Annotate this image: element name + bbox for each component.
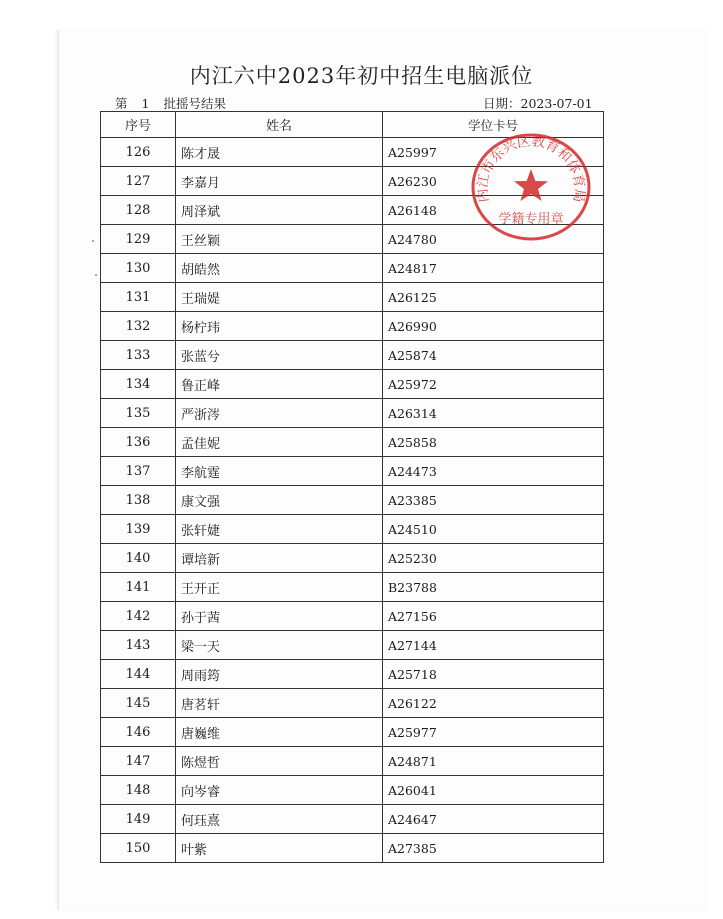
row-number: 132 bbox=[101, 312, 176, 341]
row-name: 杨柠玮 bbox=[176, 312, 383, 341]
row-name: 鲁正峰 bbox=[176, 370, 383, 399]
row-number: 141 bbox=[101, 573, 176, 602]
row-name: 孙于茜 bbox=[176, 602, 383, 631]
row-name: 王丝颖 bbox=[176, 225, 383, 254]
row-number: 137 bbox=[101, 457, 176, 486]
row-name: 周雨筠 bbox=[176, 660, 383, 689]
row-name: 叶紫 bbox=[176, 834, 383, 863]
table-row bbox=[101, 254, 604, 283]
row-card-number: A23385 bbox=[383, 486, 604, 515]
table-row bbox=[101, 776, 604, 805]
table-row bbox=[101, 805, 604, 834]
row-name: 向岑睿 bbox=[176, 776, 383, 805]
row-card-number: A24510 bbox=[383, 515, 604, 544]
row-number: 142 bbox=[101, 602, 176, 631]
row-number: 129 bbox=[101, 225, 176, 254]
row-card-number: A26990 bbox=[383, 312, 604, 341]
table-row bbox=[101, 138, 604, 167]
table-row bbox=[101, 457, 604, 486]
row-card-number: B23788 bbox=[383, 573, 604, 602]
batch-suffix: 批摇号结果 bbox=[163, 96, 226, 111]
row-card-number: A25977 bbox=[383, 718, 604, 747]
table-row bbox=[101, 196, 604, 225]
row-number: 143 bbox=[101, 631, 176, 660]
batch-info bbox=[115, 94, 226, 112]
row-card-number: A27385 bbox=[383, 834, 604, 863]
header-card: 学位卡号 bbox=[383, 112, 604, 138]
batch-number: 1 bbox=[141, 96, 150, 111]
row-number: 139 bbox=[101, 515, 176, 544]
table-row bbox=[101, 602, 604, 631]
row-number: 128 bbox=[101, 196, 176, 225]
table-row bbox=[101, 428, 604, 457]
header-name: 姓名 bbox=[176, 112, 383, 138]
row-number: 131 bbox=[101, 283, 176, 312]
results-table bbox=[100, 111, 604, 863]
row-name: 孟佳妮 bbox=[176, 428, 383, 457]
row-number: 134 bbox=[101, 370, 176, 399]
row-number: 145 bbox=[101, 689, 176, 718]
row-name: 王开正 bbox=[176, 573, 383, 602]
row-card-number: A27156 bbox=[383, 602, 604, 631]
row-card-number: A25230 bbox=[383, 544, 604, 573]
row-name: 梁一天 bbox=[176, 631, 383, 660]
row-number: 146 bbox=[101, 718, 176, 747]
row-number: 126 bbox=[101, 138, 176, 167]
row-card-number: A25874 bbox=[383, 341, 604, 370]
row-card-number: A26230 bbox=[383, 167, 604, 196]
row-name: 张蓝兮 bbox=[176, 341, 383, 370]
table-row bbox=[101, 399, 604, 428]
row-card-number: A24871 bbox=[383, 747, 604, 776]
row-card-number: A26125 bbox=[383, 283, 604, 312]
row-number: 149 bbox=[101, 805, 176, 834]
table-row bbox=[101, 370, 604, 399]
seal-top-text: 内江市东兴区教育和体育局 bbox=[474, 133, 588, 204]
row-name: 李航霆 bbox=[176, 457, 383, 486]
row-card-number: A25718 bbox=[383, 660, 604, 689]
row-name: 张轩婕 bbox=[176, 515, 383, 544]
table-row bbox=[101, 486, 604, 515]
row-number: 150 bbox=[101, 834, 176, 863]
date-info bbox=[483, 94, 593, 112]
row-card-number: A24647 bbox=[383, 805, 604, 834]
row-number: 135 bbox=[101, 399, 176, 428]
row-card-number: A24780 bbox=[383, 225, 604, 254]
row-number: 127 bbox=[101, 167, 176, 196]
date-value: 2023-07-01 bbox=[520, 96, 593, 111]
row-number: 148 bbox=[101, 776, 176, 805]
table-row bbox=[101, 167, 604, 196]
row-name: 唐巍维 bbox=[176, 718, 383, 747]
row-number: 144 bbox=[101, 660, 176, 689]
row-name: 康文强 bbox=[176, 486, 383, 515]
row-card-number: A27144 bbox=[383, 631, 604, 660]
row-number: 136 bbox=[101, 428, 176, 457]
row-card-number: A26148 bbox=[383, 196, 604, 225]
table-row bbox=[101, 689, 604, 718]
row-number: 133 bbox=[101, 341, 176, 370]
row-card-number: A24473 bbox=[383, 457, 604, 486]
table-row bbox=[101, 515, 604, 544]
row-card-number: A26041 bbox=[383, 776, 604, 805]
row-number: 130 bbox=[101, 254, 176, 283]
row-card-number: A26122 bbox=[383, 689, 604, 718]
row-name: 王瑞媞 bbox=[176, 283, 383, 312]
table-row bbox=[101, 225, 604, 254]
row-name: 何珏熹 bbox=[176, 805, 383, 834]
scan-speck bbox=[95, 274, 97, 276]
row-name: 严浙涔 bbox=[176, 399, 383, 428]
scan-speck bbox=[92, 240, 94, 242]
row-name: 陈煜哲 bbox=[176, 747, 383, 776]
table-row bbox=[101, 544, 604, 573]
seal-bottom-text: 学籍专用章 bbox=[498, 212, 564, 227]
table-row bbox=[101, 283, 604, 312]
row-card-number: A25997 bbox=[383, 138, 604, 167]
row-card-number: A25858 bbox=[383, 428, 604, 457]
table-row bbox=[101, 834, 604, 863]
row-name: 陈才晟 bbox=[176, 138, 383, 167]
table-row bbox=[101, 747, 604, 776]
row-number: 147 bbox=[101, 747, 176, 776]
table-row bbox=[101, 631, 604, 660]
row-name: 谭培新 bbox=[176, 544, 383, 573]
table-row bbox=[101, 312, 604, 341]
row-card-number: A26314 bbox=[383, 399, 604, 428]
row-name: 胡皓然 bbox=[176, 254, 383, 283]
document-title: 内江六中2023年初中招生电脑派位 bbox=[189, 64, 534, 88]
date-label: 日期： bbox=[483, 96, 521, 111]
row-name: 周泽斌 bbox=[176, 196, 383, 225]
row-card-number: A24817 bbox=[383, 254, 604, 283]
row-number: 138 bbox=[101, 486, 176, 515]
table-row bbox=[101, 660, 604, 689]
header-number: 序号 bbox=[101, 112, 176, 138]
table-row bbox=[101, 718, 604, 747]
row-name: 李嘉月 bbox=[176, 167, 383, 196]
table-row bbox=[101, 573, 604, 602]
row-number: 140 bbox=[101, 544, 176, 573]
table-row bbox=[101, 341, 604, 370]
table-header-row bbox=[101, 112, 604, 138]
batch-label: 第 bbox=[115, 96, 128, 111]
row-card-number: A25972 bbox=[383, 370, 604, 399]
row-name: 唐茗轩 bbox=[176, 689, 383, 718]
